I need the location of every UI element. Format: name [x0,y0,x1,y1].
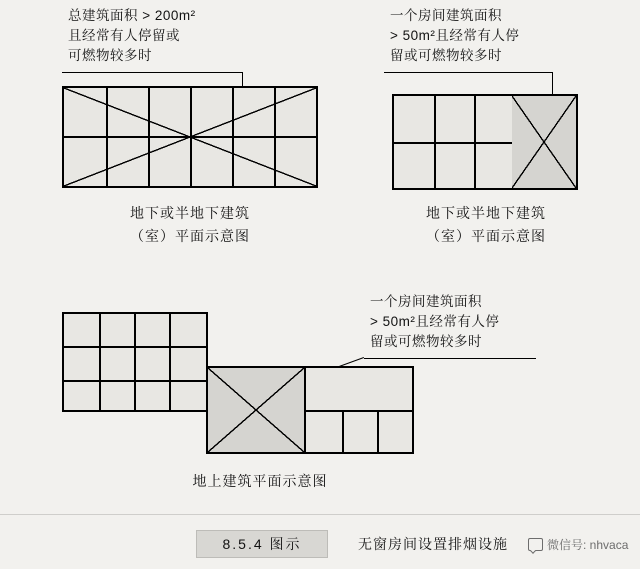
annotation-top-left-line-1: 总建筑面积 > 200m² [68,8,196,23]
leader-top-right-underline [384,72,552,73]
annotation-top-right-line-1: 一个房间建筑面积 [390,8,502,23]
plan-bottom-right-divider-h1 [306,410,412,412]
plan-bottom-left-divider-v2 [134,314,136,410]
plan-bottom-left-divider-v3 [169,314,171,410]
plan-aboveground-right-wing [304,366,414,454]
annotation-bottom-line-3: 留或可燃物较多时 [370,334,482,349]
annotation-top-left-line-2: 且经常有人停留或 [68,28,180,43]
caption-bottom [120,470,400,493]
caption-right [386,202,586,248]
plan-left-smoke-cross [64,88,316,186]
annotation-top-left-line-3: 可燃物较多时 [68,48,152,63]
caption-left-line-2: （室）平面示意图 [130,228,250,244]
figure-caption: 无窗房间设置排烟设施 [358,536,508,552]
annotation-top-left [68,6,196,66]
footer-divider [0,514,640,515]
annotation-bottom-line-1: 一个房间建筑面积 [370,294,482,309]
caption-right-line-2: （室）平面示意图 [426,228,546,244]
plan-aboveground-large-room [206,366,306,454]
caption-right-line-1: 地下或半地下建筑 [426,205,546,221]
plan-aboveground-room-cross [208,368,304,452]
caption-bottom-line-1: 地上建筑平面示意图 [192,473,328,489]
plan-aboveground-left-wing [62,312,208,412]
plan-right-divider-2 [474,96,476,142]
plan-right-divider-3 [434,142,436,188]
plan-bottom-left-divider-v1 [99,314,101,410]
caption-left [62,202,318,248]
annotation-bottom-line-2: > 50m²且经常有人停 [370,314,500,329]
plan-right-divider-1 [434,96,436,142]
plan-underground-left [62,86,318,188]
leader-top-left-down [242,72,243,82]
plan-bottom-right-divider-v2 [377,410,379,452]
annotation-top-right-line-3: 留或可燃物较多时 [390,48,502,63]
leader-top-right-down [552,72,553,94]
plan-right-divider-4 [474,142,476,188]
plan-underground-right [392,94,578,190]
plan-right-room-cross [512,96,576,188]
wechat-icon [528,538,543,551]
caption-left-line-1: 地下或半地下建筑 [130,205,250,221]
leader-top-left-underline [62,72,242,73]
figure-tag: 8.5.4 图示 [196,530,328,558]
watermark-text: 微信号: nhvaca [547,538,629,552]
annotation-top-right-line-2: > 50m²且经常有人停 [390,28,520,43]
annotation-top-right [390,6,519,66]
watermark [528,536,628,553]
annotation-bottom [370,292,499,352]
plan-bottom-right-divider-v1 [342,410,344,452]
leader-bottom-underline [364,358,536,359]
